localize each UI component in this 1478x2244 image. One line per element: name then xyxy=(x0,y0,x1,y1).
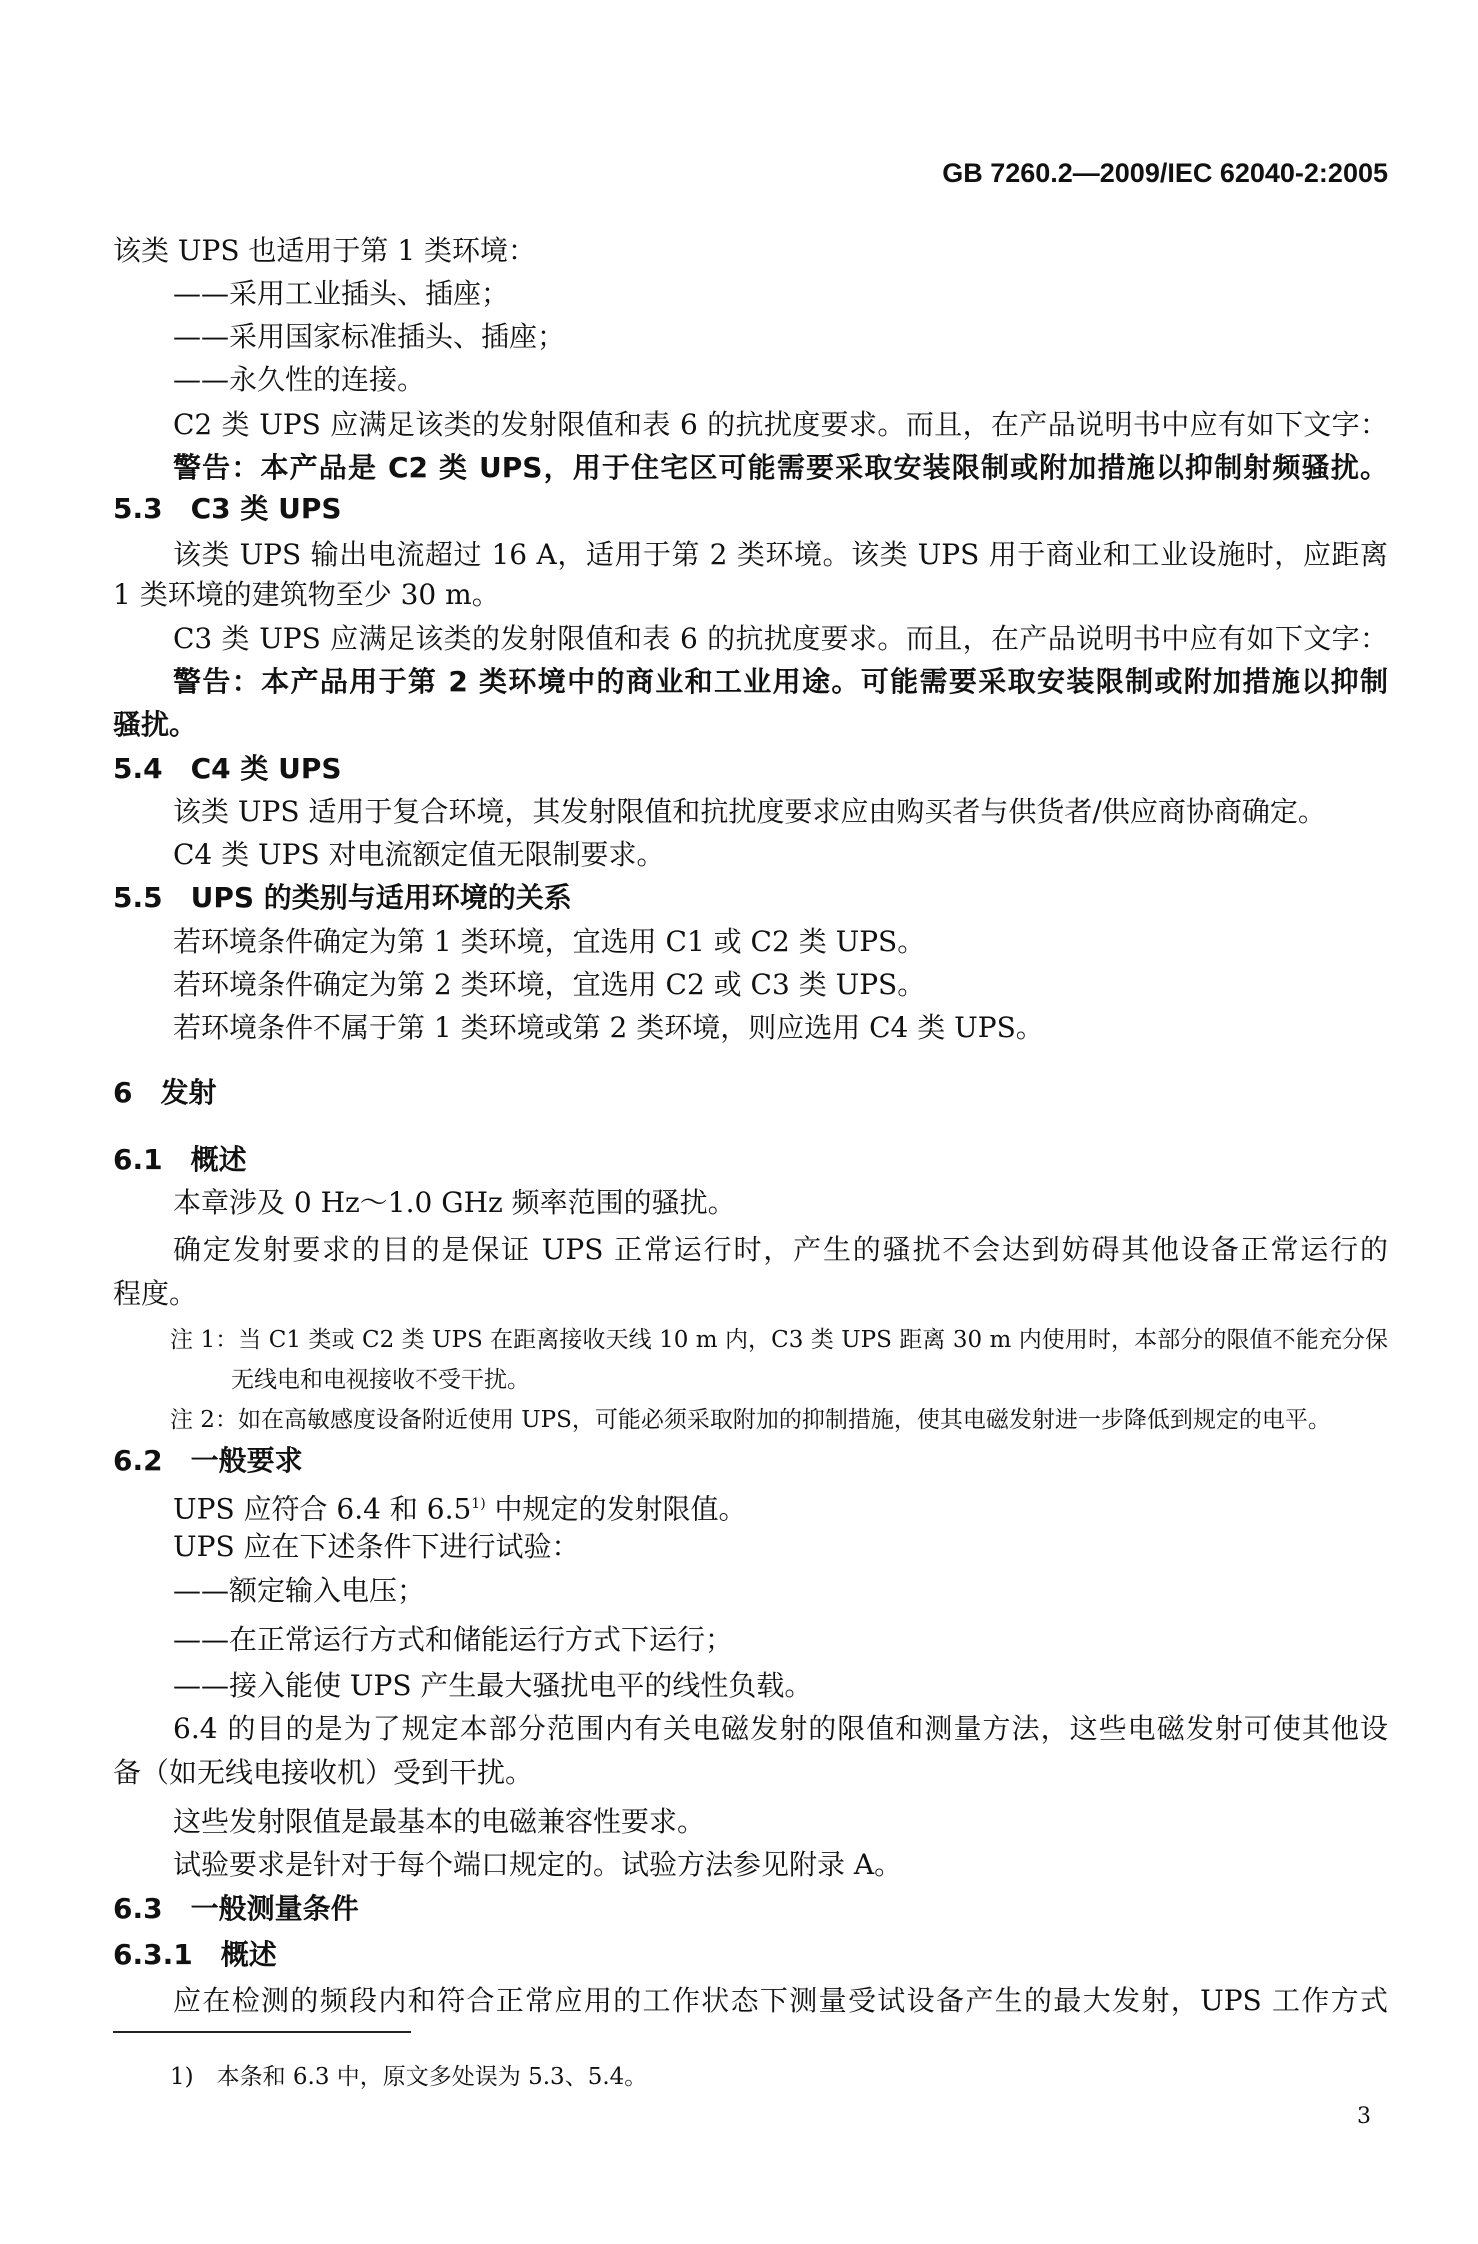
note-1: 注 1：当 C1 类或 C2 类 UPS 在距离接收天线 10 m 内，C3 类 UPS 距离 30 m 内使用时，本部分的限值不能充分保 xyxy=(170,1327,1388,1353)
list-item: ——额定输入电压； xyxy=(173,1574,426,1607)
footnote-divider xyxy=(113,2031,411,2033)
paragraph: 应在检测的频段内和符合正常应用的工作状态下测量受试设备产生的最大发射，UPS 工作方式 xyxy=(173,1984,1388,2017)
paragraph: 该类 UPS 也适用于第 1 类环境： xyxy=(113,234,537,267)
note-2: 注 2：如在高敏感度设备附近使用 UPS，可能必须采取附加的抑制措施，使其电磁发射进一步降低到规定的电平。 xyxy=(170,1407,1331,1433)
paragraph: 本章涉及 0 Hz～1.0 GHz 频率范围的骚扰。 xyxy=(173,1186,736,1219)
paragraph: 该类 UPS 适用于复合环境，其发射限值和抗扰度要求应由购买者与供货者/供应商协商确定。 xyxy=(173,795,1326,828)
paragraph: 若环境条件确定为第 1 类环境，宜选用 C1 或 C2 类 UPS。 xyxy=(173,925,926,958)
warning-text: 警告：本产品用于第 2 类环境中的商业和工业用途。可能需要采取安装限制或附加措施以抑制 xyxy=(173,665,1388,698)
page-number: 3 xyxy=(1357,2104,1371,2129)
paragraph: 该类 UPS 输出电流超过 16 A，适用于第 2 类环境。该类 UPS 用于商业和工业设施时，应距离 xyxy=(173,538,1388,571)
chapter-heading-6: 6 发射 xyxy=(113,1076,217,1109)
paragraph: C2 类 UPS 应满足该类的发射限值和表 6 的抗扰度要求。而且，在产品说明书中应有如下文字： xyxy=(173,408,1388,441)
list-item: ——接入能使 UPS 产生最大骚扰电平的线性负载。 xyxy=(173,1669,813,1702)
section-heading-6-3-1: 6.3.1 概述 xyxy=(113,1938,277,1971)
paragraph xyxy=(173,1487,747,1526)
paragraph: 试验要求是针对于每个端口规定的。试验方法参见附录 A。 xyxy=(173,1848,903,1881)
paragraph: C4 类 UPS 对电流额定值无限制要求。 xyxy=(173,838,665,871)
paragraph: UPS 应在下述条件下进行试验： xyxy=(173,1530,580,1563)
footnote: 1) 本条和 6.3 中，原文多处误为 5.3、5.4。 xyxy=(170,2064,648,2090)
paragraph-text: UPS 应符合 6.4 和 6.5 xyxy=(173,1492,472,1526)
section-heading-6-1: 6.1 概述 xyxy=(113,1143,247,1176)
paragraph: 程度。 xyxy=(113,1277,198,1310)
list-item: ——永久性的连接。 xyxy=(173,363,426,396)
document-header: GB 7260.2—2009/IEC 62040-2:2005 xyxy=(942,158,1388,188)
section-heading-6-2: 6.2 一般要求 xyxy=(113,1444,303,1477)
paragraph: 备（如无线电接收机）受到干扰。 xyxy=(113,1756,534,1789)
section-heading-5-3: 5.3 C3 类 UPS xyxy=(113,492,342,525)
warning-text: 警告：本产品是 C2 类 UPS，用于住宅区可能需要采取安装限制或附加措施以抑制射频骚扰。 xyxy=(173,451,1388,484)
paragraph: 这些发射限值是最基本的电磁兼容性要求。 xyxy=(173,1805,706,1838)
footnote-ref: 1) xyxy=(471,1496,486,1512)
paragraph: 1 类环境的建筑物至少 30 m。 xyxy=(113,578,500,611)
paragraph: 确定发射要求的目的是保证 UPS 正常运行时，产生的骚扰不会达到妨碍其他设备正常运行的 xyxy=(173,1233,1388,1266)
section-heading-6-3: 6.3 一般测量条件 xyxy=(113,1892,359,1925)
list-item: ——采用工业插头、插座； xyxy=(173,277,510,310)
paragraph: C3 类 UPS 应满足该类的发射限值和表 6 的抗扰度要求。而且，在产品说明书中应有如下文字： xyxy=(173,622,1388,655)
paragraph: 6.4 的目的是为了规定本部分范围内有关电磁发射的限值和测量方法，这些电磁发射可使其他设 xyxy=(173,1712,1388,1745)
section-heading-5-4: 5.4 C4 类 UPS xyxy=(113,752,342,785)
paragraph-text: 中规定的发射限值。 xyxy=(485,1492,747,1526)
warning-text: 骚扰。 xyxy=(113,708,198,741)
list-item: ——采用国家标准插头、插座； xyxy=(173,320,566,353)
paragraph: 若环境条件确定为第 2 类环境，宜选用 C2 或 C3 类 UPS。 xyxy=(173,968,926,1001)
section-heading-5-5: 5.5 UPS 的类别与适用环境的关系 xyxy=(113,881,572,914)
paragraph: 若环境条件不属于第 1 类环境或第 2 类环境，则应选用 C4 类 UPS。 xyxy=(173,1011,1044,1044)
list-item: ——在正常运行方式和储能运行方式下运行； xyxy=(173,1623,734,1656)
note-1-continued: 无线电和电视接收不受干扰。 xyxy=(231,1367,530,1393)
